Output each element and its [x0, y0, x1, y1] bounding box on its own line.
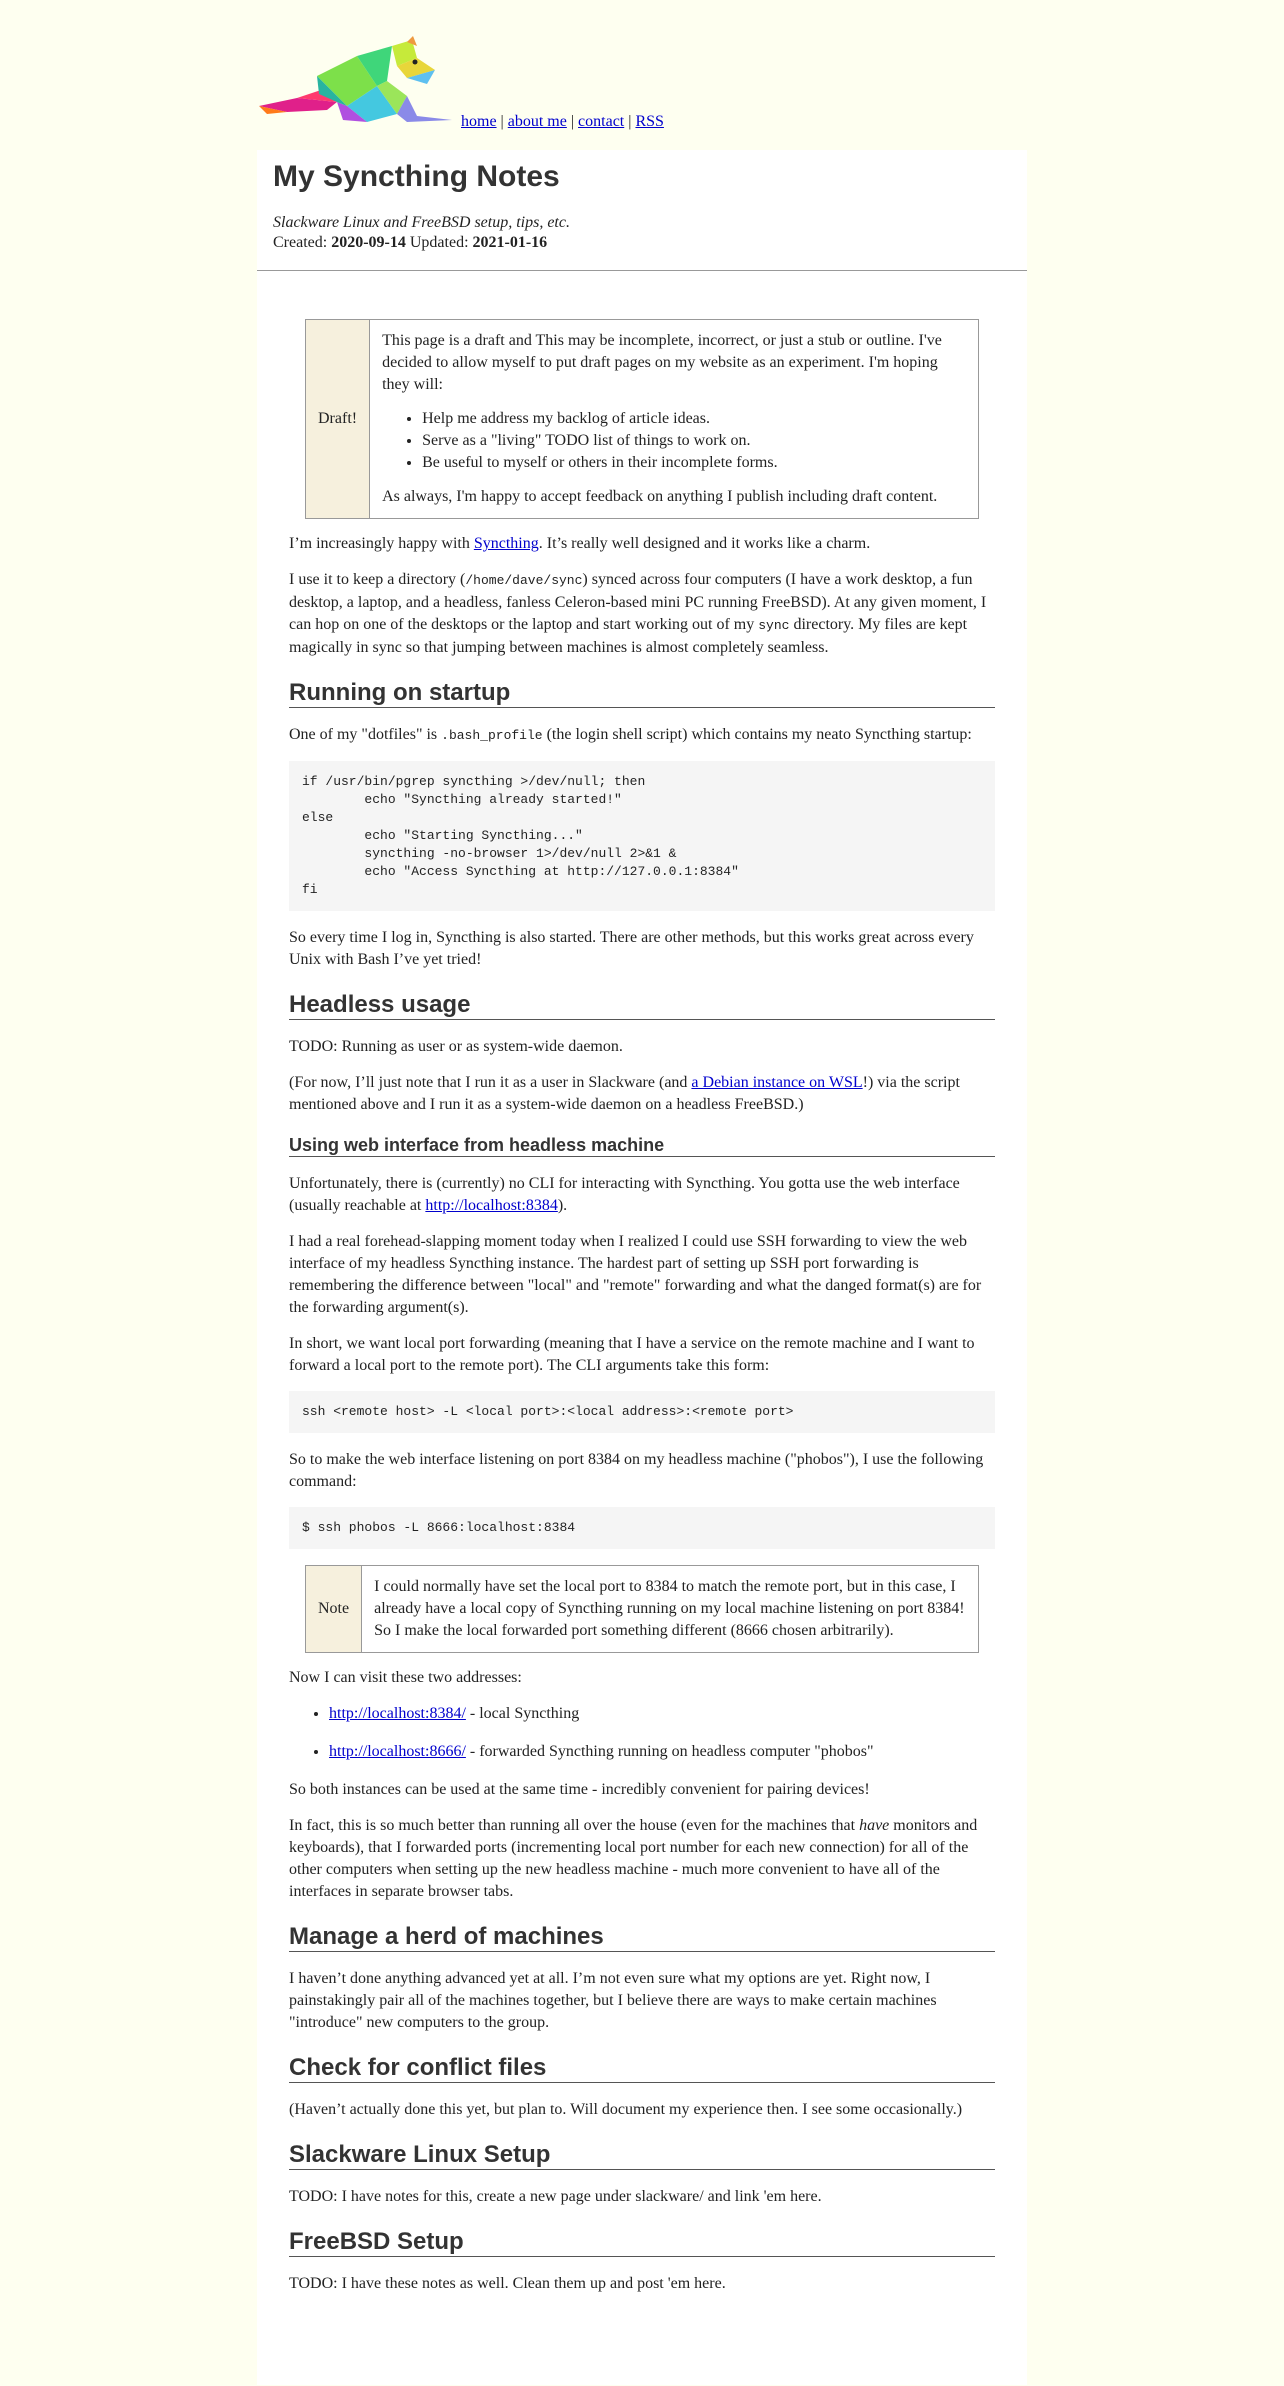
- web-paragraph-3: In short, we want local port forwarding (meaning that I have a service on the remote machine and I want to forward a local port to the remote port). The CLI arguments take this form:: [289, 1335, 975, 1374]
- text-span: (For now, I’ll just note that I run it as a user in Slackware (and: [289, 1074, 692, 1091]
- freebsd-paragraph: TODO: I have these notes as well. Clean them up and post 'em here.: [289, 2275, 726, 2292]
- heading-running-on-startup: Running on startup: [289, 679, 995, 708]
- note-body: [362, 1566, 978, 1652]
- ssh-command-code-block: $ ssh phobos -L 8666:localhost:8384: [289, 1507, 995, 1549]
- syncthing-link[interactable]: Syncthing: [473, 535, 539, 552]
- web-paragraph-6: So both instances can be used at the same time - incredibly convenient for pairing devices!: [289, 1781, 870, 1798]
- text-span: ) synced across four computers (I have a work desktop, a fun desktop, a laptop, and a headless, fanless Celeron-based mini PC running FreeBSD). At any given moment, I can hop on one of the desktops or the laptop and start working out of my: [289, 571, 987, 633]
- text-span: One of my "dotfiles" is: [289, 726, 442, 743]
- debian-wsl-link[interactable]: a Debian instance on WSL: [691, 1074, 863, 1091]
- page-title: My Syncthing Notes: [273, 160, 560, 193]
- created-date: 2020-09-14: [331, 234, 406, 251]
- draft-notice: [305, 319, 979, 519]
- text-span: (the login shell script) which contains my neato Syncthing startup:: [542, 726, 972, 743]
- text-span: - local Syncthing: [465, 1705, 580, 1722]
- text-span: I’m increasingly happy with: [289, 535, 474, 552]
- nav-rss-link[interactable]: RSS: [635, 113, 664, 130]
- text-span: Unfortunately, there is (currently) no CLI for interacting with Syncthing. You gotta use the web interface (usually reachable at: [289, 1175, 960, 1214]
- intro-paragraph-2: [289, 569, 995, 659]
- startup-paragraph: [289, 724, 995, 747]
- draft-outro: As always, I'm happy to accept feedback on anything I publish including draft content.: [382, 488, 938, 505]
- web-paragraph-5: Now I can visit these two addresses:: [289, 1669, 522, 1686]
- draft-list: [382, 408, 966, 474]
- list-item: [329, 1741, 995, 1763]
- ssh-form-code-block: ssh <remote host> -L <local port>:<local address>:<remote port>: [289, 1391, 995, 1433]
- updated-date: 2021-01-16: [472, 234, 548, 251]
- heading-slackware-setup: Slackware Linux Setup: [289, 2141, 995, 2170]
- headless-paragraph: [289, 1072, 995, 1116]
- heading-headless-usage: Headless usage: [289, 991, 995, 1020]
- list-item: [329, 1703, 995, 1725]
- page-tagline: Slackware Linux and FreeBSD setup, tips, etc.: [273, 214, 570, 231]
- web-paragraph-1: [289, 1173, 995, 1217]
- text-span: In fact, this is so much better than running all over the house (even for the machines that: [289, 1817, 860, 1834]
- list-item: • Be useful to myself or others in their incomplete forms.: [422, 452, 966, 474]
- web-paragraph-4: So to make the web interface listening on port 8384 on my headless machine ("phobos"), I use the following command:: [289, 1451, 984, 1490]
- web-paragraph-7: [289, 1815, 995, 1903]
- web-paragraph-2: I had a real forehead-slapping moment today when I realized I could use SSH forwarding to view the web interface of my headless Syncthing instance. The hardest part of setting up SSH port forwarding is remembering the difference between "local" and "remote" forwarding and what the danged format(s) are for the forwarding argument(s).: [289, 1233, 982, 1316]
- nav-about-link[interactable]: about me: [507, 113, 567, 130]
- nav-separator: |: [624, 113, 636, 130]
- heading-web-interface: Using web interface from headless machine: [289, 1134, 995, 1157]
- text-span: . It’s really well designed and it works like a charm.: [538, 535, 871, 552]
- startup-after-paragraph: So every time I log in, Syncthing is also started. There are other methods, but this works great across every Unix with Bash I’ve yet tried!: [289, 929, 974, 968]
- draft-body: [370, 320, 978, 518]
- draft-label: Draft!: [306, 320, 370, 518]
- local-syncthing-link[interactable]: http://localhost:8384/: [329, 1705, 466, 1722]
- text-span: directory. My files are kept magically in sync so that jumping between machines is almost completely seamless.: [289, 616, 968, 656]
- heading-conflict-files: Check for conflict files: [289, 2054, 995, 2083]
- forwarded-syncthing-link[interactable]: http://localhost:8666/: [329, 1743, 466, 1760]
- herd-paragraph: I haven’t done anything advanced yet at all. I’m not even sure what my options are yet. Right now, I painstakingly pair all of the machines together, but I believe there are ways to make certain machines "introduce" new computers to the group.: [289, 1970, 937, 2031]
- bash-profile-code: .bash_profile: [441, 728, 543, 743]
- address-list: [289, 1703, 995, 1763]
- text-span: I use it to keep a directory (: [289, 571, 466, 588]
- sync-dir-code: /home/dave/sync: [465, 573, 583, 588]
- localhost-8384-link[interactable]: http://localhost:8384: [425, 1197, 558, 1214]
- page-dates: [273, 234, 1011, 252]
- text-span: - forwarded Syncthing running on headless computer "phobos": [465, 1743, 874, 1760]
- site-header: [257, 0, 1027, 150]
- heading-freebsd-setup: FreeBSD Setup: [289, 2228, 995, 2257]
- top-nav: [461, 113, 664, 131]
- text-span: !) via the script mentioned above and I run it as a system-wide daemon on a headless FreeBSD.): [289, 1074, 960, 1113]
- note-text: I could normally have set the local port to 8384 to match the remote port, but in this case, I already have a local copy of Syncthing running on my local machine listening on port 8384! So I make the local forwarded port something different (8666 chosen arbitrarily).: [374, 1578, 965, 1639]
- conflict-paragraph: (Haven’t actually done this yet, but plan to. Will document my experience then. I see some occasionally.): [289, 2101, 963, 2118]
- emphasis: have: [859, 1817, 890, 1834]
- updated-label: Updated:: [409, 234, 469, 251]
- headless-todo: TODO: Running as user or as system-wide daemon.: [289, 1038, 623, 1055]
- list-item: • Help me address my backlog of article ideas.: [422, 408, 966, 430]
- note-box: [305, 1565, 979, 1653]
- slackware-paragraph: TODO: I have notes for this, create a new page under slackware/ and link 'em here.: [289, 2188, 822, 2205]
- sync-code: sync: [758, 618, 790, 633]
- intro-paragraph-1: [289, 533, 995, 555]
- nav-separator: |: [496, 113, 508, 130]
- text-span: ).: [557, 1197, 568, 1214]
- nav-separator: |: [566, 113, 579, 130]
- note-label: Note: [306, 1566, 362, 1652]
- draft-intro: This page is a draft and This may be incomplete, incorrect, or just a stub or outline. I've decided to allow myself to put draft pages on my website as an experiment. I'm hoping they will:: [382, 332, 942, 393]
- heading-manage-herd: Manage a herd of machines: [289, 1923, 995, 1952]
- article-content: [257, 271, 1027, 2385]
- text-span: monitors and keyboards), that I forwarded ports (incrementing local port number for each new connection) for all of the other computers when setting up the new headless machine - much more convenient to have all of the interfaces in separate browser tabs.: [289, 1817, 978, 1900]
- startup-code-block: if /usr/bin/pgrep syncthing >/dev/null; then echo "Syncthing already started!" else echo "Starting Syncthing..." syncthing -no-browser 1>/dev/null 2>&1 & echo "Access Syncthing at http://127.0.0.1:8384" fi: [289, 761, 995, 911]
- created-label: Created:: [273, 234, 328, 251]
- nav-contact-link[interactable]: contact: [578, 113, 625, 130]
- list-item: • Serve as a "living" TODO list of things to work on.: [422, 430, 966, 452]
- nav-home-link[interactable]: home: [461, 113, 497, 130]
- title-box: [257, 150, 1027, 271]
- rat-logo-icon[interactable]: [257, 36, 457, 128]
